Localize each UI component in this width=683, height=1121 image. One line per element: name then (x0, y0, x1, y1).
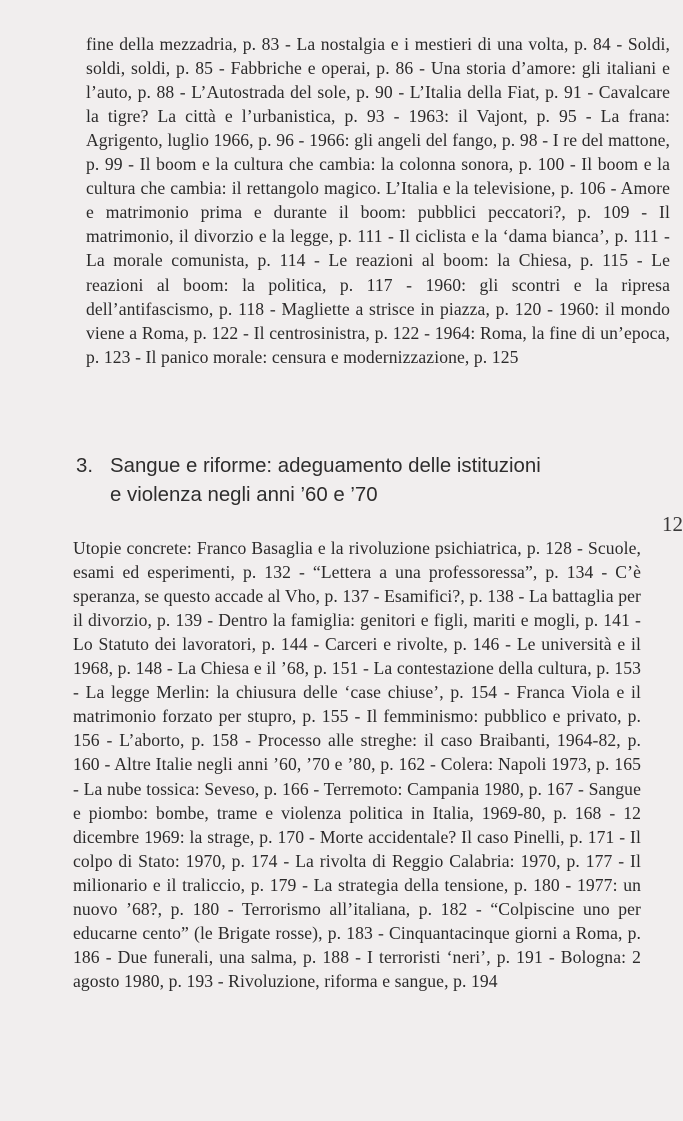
section-2-contents-paragraph: fine della mezzadria, p. 83 - La nostalgia e i mestieri di una volta, p. 84 - Soldi, soldi, soldi, p. 85 - Fabbriche e operai, p. 86 - Una storia d’amore: gli italiani e l’auto, p. 88 - L’Autostrada del sole, p. 90 - L’Italia della Fiat, p. 91 - Cavalcare la tigre? La città e l’urbanistica, p. 93 - 1963: il Vajont, p. 95 - La frana: Agrigento, luglio 1966, p. 96 - 1966: gli angeli del fango, p. 98 - I re del mattone, p. 99 - Il boom e la cultura che cambia: la colonna sonora, p. 100 - Il boom e la cultura che cambia: il rettangolo magico. L’Italia e la televisione, p. 106 - Amore e matrimonio prima e durante il boom: pubblici peccatori?, p. 109 - Il matrimonio, il divorzio e la legge, p. 111 - Il ciclista e la ‘dama bianca’, p. 111 - La morale comunista, p. 114 - Le reazioni al boom: la Chiesa, p. 115 - Le reazioni al boom: la politica, p. 117 - 1960: gli scontri e la ripresa dell’antifascismo, p. 118 - Magliette a strisce in piazza, p. 120 - 1960: il mondo viene a Roma, p. 122 - Il centrosinistra, p. 122 - 1964: Roma, la fine di un’epoca, p. 123 - Il panico morale: censura e modernizzazione, p. 125 (86, 33, 670, 367)
section-3-heading (76, 452, 636, 510)
section-3-number: 3. (76, 455, 94, 477)
section-3-title-line-1: Sangue e riforme: adeguamento delle istituzioni (110, 455, 541, 477)
page-number: 12 (662, 512, 683, 536)
section-3-contents-paragraph: Utopie concrete: Franco Basaglia e la rivoluzione psichiatrica, p. 128 - Scuole, esami ed esperimenti, p. 132 - “Lettera a una professoressa”, p. 134 - C’è speranza, se questo accade al Vho, p. 137 - Esamifici?, p. 138 - La battaglia per il divorzio, p. 139 - Dentro la famiglia: genitori e figli, mariti e mogli, p. 141 - Lo Statuto dei lavoratori, p. 144 - Carceri e rivolte, p. 146 - Le università e il 1968, p. 148 - La Chiesa e il ’68, p. 151 - La contestazione della cultura, p. 153 - La legge Merlin: la chiusura delle ‘case chiuse’, p. 154 - Franca Viola e il matrimonio forzato per stupro, p. 155 - Il femminismo: pubblico e privato, p. 156 - L’aborto, p. 158 - Processo alle streghe: il caso Braibanti, 1964-82, p. 160 - Altre Italie negli anni ’60, ’70 e ’80, p. 162 - Colera: Napoli 1973, p. 165 - La nube tossica: Seveso, p. 166 - Terremoto: Campania 1980, p. 167 - Sangue e piombo: bombe, trame e violenza politica in Italia, 1969-80, p. 168 - 12 dicembre 1969: la strage, p. 170 - Morte accidentale? Il caso Pinelli, p. 171 - Il colpo di Stato: 1970, p. 174 - La rivolta di Reggio Calabria: 1970, p. 177 - Il milionario e il traliccio, p. 179 - La strategia della tensione, p. 180 - 1977: un nuovo ’68?, p. 180 - Terrorismo all’italiana, p. 182 - “Colpiscine uno per educarne cento” (le Brigate rosse), p. 183 - Cinquantacinque giorni a Roma, p. 186 - Due funerali, una salma, p. 188 - I terroristi ‘neri’, p. 191 - Bologna: 2 agosto 1980, p. 193 - Rivoluzione, riforma e sangue, p. 194 (73, 537, 641, 992)
section-3-title-line-2: e violenza negli anni ’60 e ’70 (110, 484, 378, 506)
